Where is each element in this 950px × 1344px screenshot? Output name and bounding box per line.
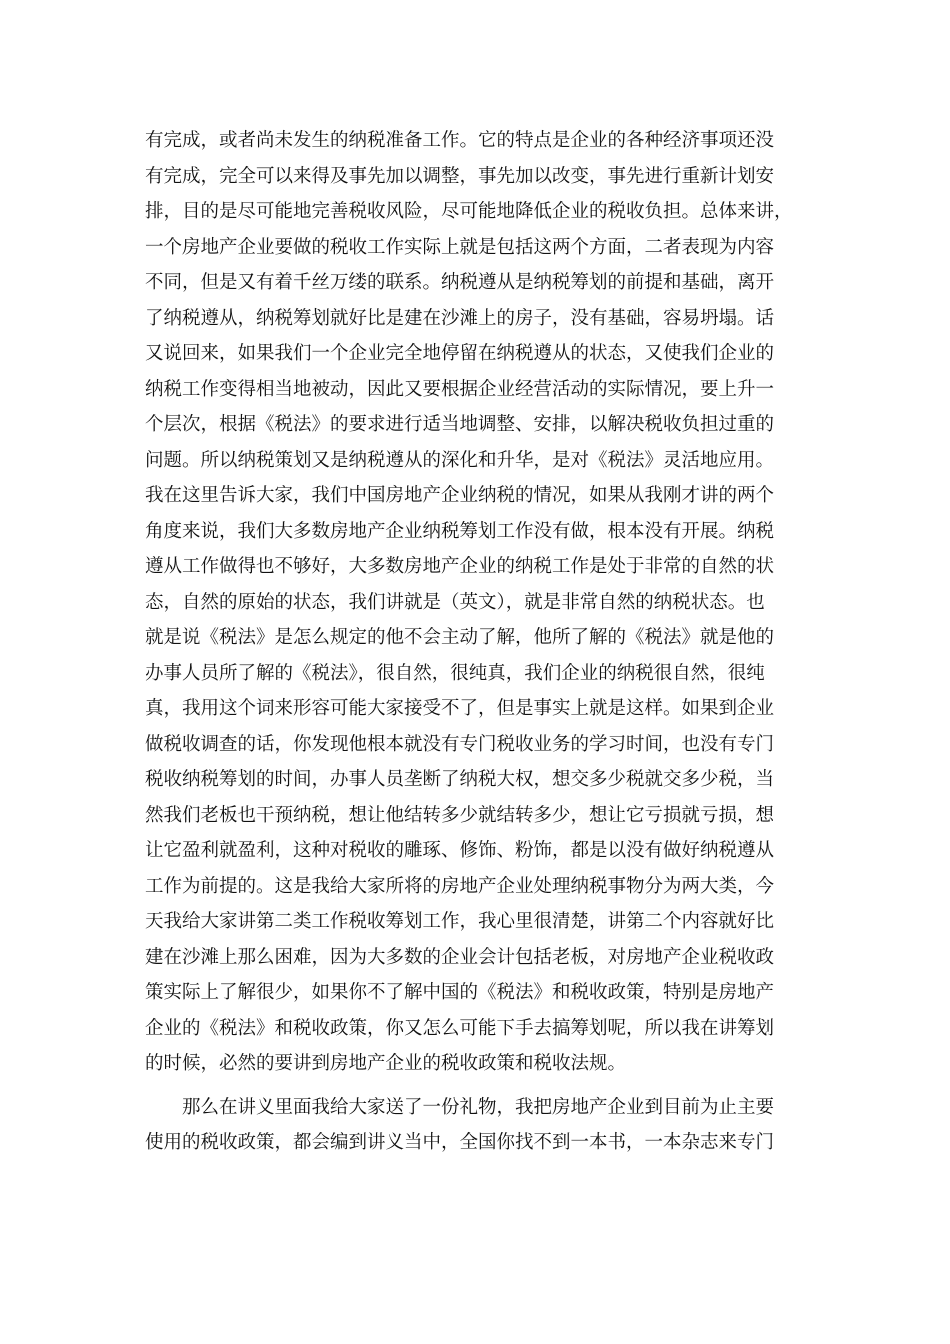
text-line: 又说回来，如果我们一个企业完全地停留在纳税遵从的状态，又使我们企业的 <box>145 343 775 364</box>
text-line: 做税收调查的话，你发现他根本就没有专门税收业务的学习时间，也没有专门 <box>145 733 775 755</box>
text-line: 的时候，必然的要讲到房地产企业的税收政策和税收法规。 <box>145 1053 627 1074</box>
text-line: 企业的《税法》和税收政策，你又怎么可能下手去搞筹划呢，所以我在讲筹划 <box>145 1017 775 1039</box>
text-line: 有完成，或者尚未发生的纳税准备工作。它的特点是企业的各种经济事项还没 <box>145 130 775 151</box>
text-line: 天我给大家讲第二类工作税收筹划工作，我心里很清楚，讲第二个内容就好比 <box>145 911 775 932</box>
text-line: 了纳税遵从，纳税筹划就好比是建在沙滩上的房子，没有基础，容易坍塌。话 <box>145 307 775 329</box>
text-line: 态，自然的原始的状态，我们讲就是（英文），就是非常自然的纳税状态。也 <box>145 591 765 613</box>
text-line: 问题。所以纳税策划又是纳税遵从的深化和升华，是对《税法》灵活地应用。 <box>145 449 775 471</box>
text-line: 我在这里告诉大家，我们中国房地产企业纳税的情况，如果从我刚才讲的两个 <box>145 485 775 506</box>
text-line: 有完成，完全可以来得及事先加以调整，事先加以改变，事先进行重新计划安 <box>145 165 775 187</box>
text-line: 建在沙滩上那么困难，因为大多数的企业会计包括老板，对房地产企业税收政 <box>145 946 775 968</box>
text-line: 然我们老板也干预纳税，想让他结转多少就结转多少，想让它亏损就亏损，想 <box>145 804 775 826</box>
text-line: 税收纳税筹划的时间，办事人员垄断了纳税大权，想交多少税就交多少税，当 <box>145 769 775 790</box>
text-line: 个层次，根据《税法》的要求进行适当地调整、安排，以解决税收负担过重的 <box>145 414 775 435</box>
text-line: 那么在讲义里面我给大家送了一份礼物，我把房地产企业到目前为止主要 <box>182 1096 775 1118</box>
text-line: 就是说《税法》是怎么规定的他不会主动了解，他所了解的《税法》就是他的 <box>145 627 775 648</box>
body-text <box>145 123 805 1161</box>
text-line: 遵从工作做得也不够好，大多数房地产企业的纳税工作是处于非常的自然的状 <box>145 556 775 577</box>
text-line: 不同，但是又有着千丝万缕的联系。纳税遵从是纳税筹划的前提和基础，离开 <box>145 272 775 293</box>
text-line: 角度来说，我们大多数房地产企业纳税筹划工作没有做，根本没有开展。纳税 <box>145 520 775 542</box>
text-line: 工作为前提的。这是我给大家所将的房地产企业处理纳税事物分为两大类，今 <box>145 875 775 897</box>
text-line: 让它盈利就盈利，这种对税收的雕琢、修饰、粉饰，都是以没有做好纳税遵从 <box>145 840 775 861</box>
text-line: 办事人员所了解的《税法》，很自然，很纯真，我们企业的纳税很自然，很纯 <box>145 662 765 684</box>
text-line: 排，目的是尽可能地完善税收风险，尽可能地降低企业的税收负担。总体来讲， <box>145 201 793 222</box>
paragraph-1 <box>145 123 805 1082</box>
text-line: 策实际上了解很少，如果你不了解中国的《税法》和税收政策，特别是房地产 <box>145 982 775 1003</box>
paragraph-2 <box>145 1090 805 1161</box>
text-line: 使用的税收政策，都会编到讲义当中，全国你找不到一本书，一本杂志来专门 <box>145 1132 775 1153</box>
text-line: 真，我用这个词来形容可能大家接受不了，但是事实上就是这样。如果到企业 <box>145 698 775 719</box>
paragraph-gap <box>145 1082 805 1090</box>
text-line: 一个房地产企业要做的税收工作实际上就是包括这两个方面，二者表现为内容 <box>145 236 775 258</box>
text-line: 纳税工作变得相当地被动，因此又要根据企业经营活动的实际情况，要上升一 <box>145 378 775 400</box>
